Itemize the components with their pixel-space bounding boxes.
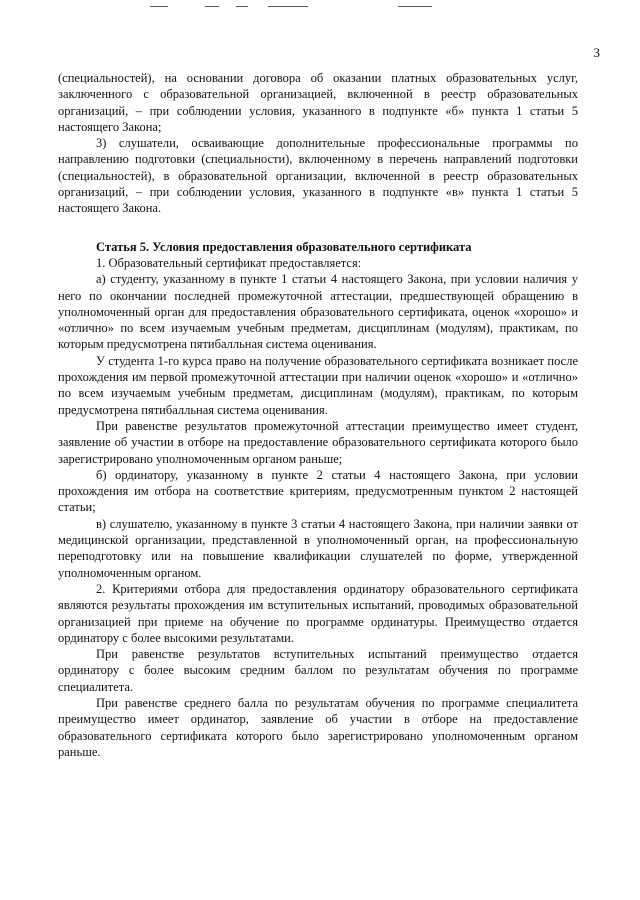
paragraph-subpoint-a: а) студенту, указанному в пункте 1 статьи 4 настоящего Закона, при условии наличия у него по окончании последней промежуточной аттестации, предшествующей обращению в уполномоченный орган для предоставления образовательного сертификата, оценок «хорошо» и «отлично» по всем изучаемым учебным предметам, дисциплинам (модулям), практикам, по которым предусмотрена пятибалльная система оценивания. xyxy=(58,272,578,352)
paragraph-point-1: 1. Образовательный сертификат предоставляется: xyxy=(96,255,362,270)
paragraph-equal-results: При равенстве результатов промежуточной аттестации преимущество имеет студент, заявление об участии в отборе на предоставление образовательного сертификата которого было зарегистрировано уполномоченным органом раньше; xyxy=(58,418,578,466)
paragraph-continuation: (специальностей), на основании договора об оказании платных образовательных услуг, заключенного с образовательной организацией, включенной в реестр образовательных организаций, – при соблюдении условия, указанного в подпункте «б» пункта 1 статьи 5 настоящего Закона; xyxy=(58,71,578,134)
paragraph-first-year: У студента 1-го курса право на получение образовательного сертификата возникает после прохождения им первой промежуточной аттестации при наличии оценок «хорошо» и «отлично» по всем изучаемым учебным предметам, дисциплинам (модулям), практикам, по которым предусмотрена пятибалльная система оценивания. xyxy=(58,353,578,417)
article-title: Статья 5. Условия предоставления образовательного сертификата xyxy=(96,239,472,254)
paragraph-item-3: 3) слушатели, осваивающие дополнительные профессиональные программы по направлению подготовки (специальности), включенному в перечень направлений подготовки (специальностей), в образовательной организации, включенной в реестр образовательных организаций, – при соблюдении условия, указанного в подпункте «в» пункта 1 статьи 5 настоящего Закона. xyxy=(58,136,578,216)
paragraph-subpoint-v: в) слушателю, указанному в пункте 3 статьи 4 настоящего Закона, при наличии заявки от медицинской организации, представленной в уполномоченный орган, на профессиональную переподготовку или на повышение квалификации слушателей по форме, утвержденной уполномоченным органом. xyxy=(58,516,578,580)
paragraph-equal-exams: При равенстве результатов вступительных испытаний преимущество отдается ординатору с более высоким средним баллом по результатам обучения по программе специалитета. xyxy=(58,647,578,694)
document-body xyxy=(58,70,578,760)
paragraph-point-2: 2. Критериями отбора для предоставления ординатору образовательного сертификата являются результаты прохождения им вступительных испытаний, проводимых образовательной организацией при приеме на обучение по программе ординатуры. Преимущество отдается ординатору с более высокими результатами. xyxy=(58,581,578,645)
scan-artifact-marks xyxy=(0,6,640,12)
paragraph-subpoint-b: б) ординатору, указанному в пункте 2 статьи 4 настоящего Закона, при условии прохождения им отбора на соответствие критериям, предусмотренным пунктом 2 настоящей статьи; xyxy=(58,467,578,515)
page-number: 3 xyxy=(593,45,600,60)
paragraph-equal-average: При равенстве среднего балла по результатам обучения по программе специалитета преимущество имеет ординатор, заявление об участии в отборе на предоставление образовательного сертификата которого было зарегистрировано уполномоченным органом раньше. xyxy=(58,695,578,759)
